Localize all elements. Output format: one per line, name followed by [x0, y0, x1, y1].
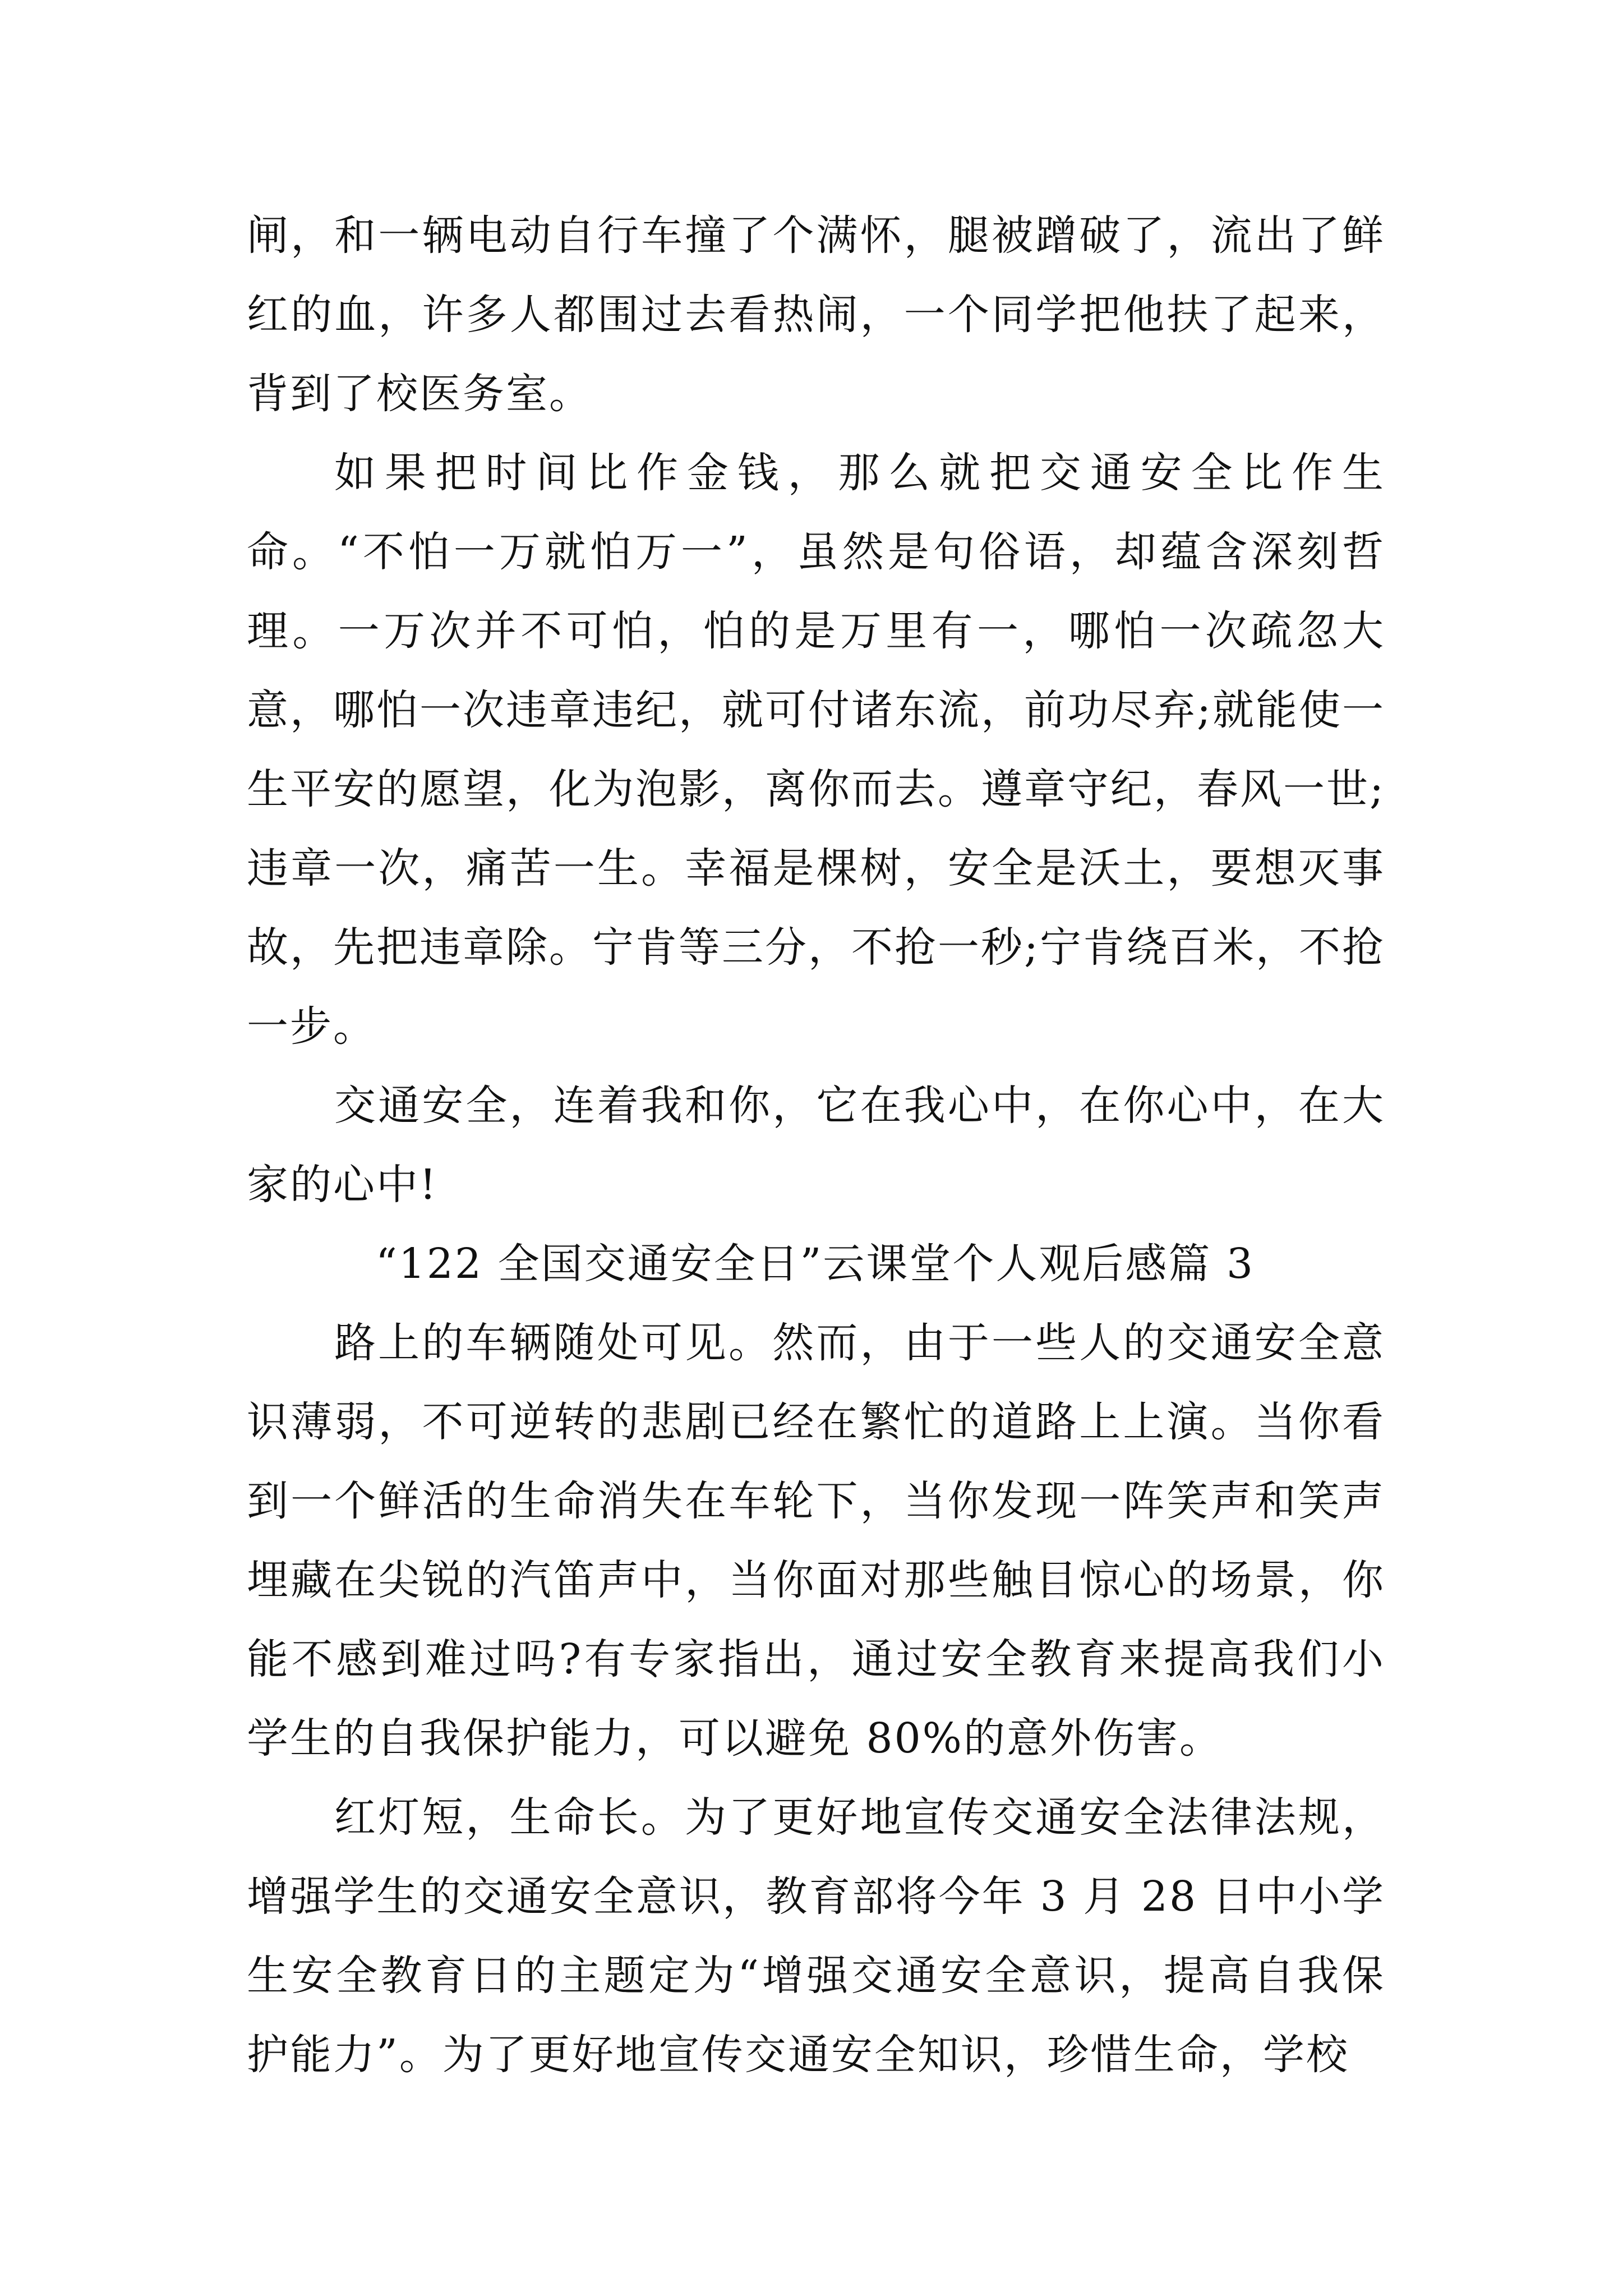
paragraph-road-vehicles: 路上的车辆随处可见。然而，由于一些人的交通安全意识薄弱，不可逆转的悲剧已经在繁忙的道路上上演。当你看到一个鲜活的生命消失在车轮下，当你发现一阵笑声和笑声埋藏在尖锐的汽笛声中，当你面对那些触目惊心的场景，你能不感到难过吗?有专家指出，通过安全教育来提高我们小学生的自我保护能力，可以避免 80%的意外伤害。: [247, 1319, 1385, 1763]
paragraph-traffic-safety-heart: 交通安全，连着我和你，它在我心中，在你心中，在大家的心中!: [247, 1082, 1385, 1209]
section-heading: “122 全国交通安全日”云课堂个人观后感篇 3: [376, 1240, 1255, 1288]
paragraph-time-and-safety: 如果把时间比作金钱，那么就把交通安全比作生命。“不怕一万就怕万一”，虽然是句俗语，却蕴含深刻哲理。一万次并不可怕，怕的是万里有一，哪怕一次疏忽大意，哪怕一次违章违纪，就可付诸东流，前功尽弃;就能使一生平安的愿望，化为泡影，离你而去。遵章守纪，春风一世;违章一次，痛苦一生。幸福是棵树，安全是沃土，要想灭事故，先把违章除。宁肯等三分，不抢一秒;宁肯绕百米，不抢一步。: [247, 449, 1385, 1051]
paragraph-continued: 闸，和一辆电动自行车撞了个满怀，腿被蹭破了，流出了鲜红的血，许多人都围过去看热闹，一个同学把他扶了起来，背到了校医务室。: [247, 211, 1385, 418]
paragraph-red-light: 红灯短，生命长。为了更好地宣传交通安全法律法规，增强学生的交通安全意识，教育部将今年 3 月 28 日中小学生安全教育日的主题定为“增强交通安全意识，提高自我保护能力”。为了更好地宣传交通安全知识，珍惜生命，学校: [247, 1793, 1385, 2079]
document-body: [247, 196, 1385, 2095]
